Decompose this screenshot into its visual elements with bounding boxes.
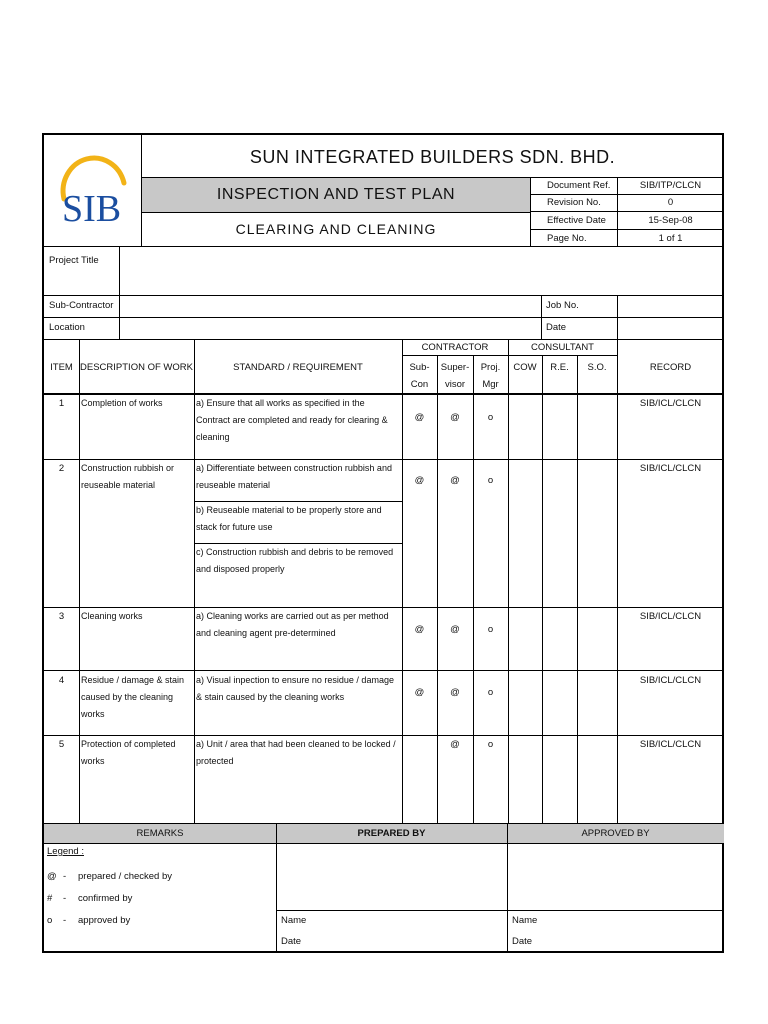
legend-dash-1: - bbox=[63, 871, 67, 882]
row-4-record: SIB/ICL/CLCN bbox=[639, 675, 702, 686]
approved-by-header: APPROVED BY bbox=[581, 828, 650, 839]
plan-subtitle: CLEARING AND CLEANING bbox=[235, 221, 437, 237]
col-cow: COW bbox=[513, 362, 537, 373]
col-sub-con-2: Con bbox=[410, 379, 429, 390]
row-3-item: 3 bbox=[58, 611, 65, 622]
row-1-standard: a) Ensure that all works as specified in the Contract are completed and ready for clearing & cleaning bbox=[196, 398, 388, 442]
itp-form bbox=[42, 133, 724, 953]
row-3-record: SIB/ICL/CLCN bbox=[639, 611, 702, 622]
row-2-item: 2 bbox=[58, 463, 65, 474]
row-3-proj-mgr: o bbox=[487, 624, 494, 635]
project-title-label: Project Title bbox=[49, 255, 99, 266]
col-proj-mgr-1: Proj. bbox=[480, 362, 501, 373]
row-5-supervisor: @ bbox=[450, 739, 460, 750]
approved-date-label: Date bbox=[512, 936, 533, 947]
col-description: DESCRIPTION OF WORK bbox=[80, 362, 193, 373]
doc-ref-value: SIB/ITP/CLCN bbox=[639, 180, 702, 191]
row-4-proj-mgr: o bbox=[487, 687, 494, 698]
legend-meaning-2: confirmed by bbox=[78, 893, 133, 904]
prepared-date-label: Date bbox=[281, 936, 302, 947]
row-3-standard: a) Cleaning works are carried out as per method and cleaning agent pre-determined bbox=[196, 611, 389, 638]
row-1-description: Completion of works bbox=[81, 398, 163, 408]
job-no-label: Job No. bbox=[546, 300, 579, 311]
row-2-supervisor: @ bbox=[450, 475, 460, 486]
legend-title: Legend : bbox=[47, 846, 84, 857]
col-item: ITEM bbox=[50, 362, 73, 373]
row-2-proj-mgr: o bbox=[487, 475, 494, 486]
company-logo bbox=[52, 149, 132, 231]
revision-value: 0 bbox=[667, 197, 674, 208]
document-title: INSPECTION AND TEST PLAN bbox=[216, 186, 456, 203]
legend-symbol-2: # bbox=[47, 893, 53, 904]
legend-symbol-1: @ bbox=[47, 871, 57, 882]
row-2-record: SIB/ICL/CLCN bbox=[639, 463, 702, 474]
row-5-standard: a) Unit / area that had been cleaned to be locked / protected bbox=[196, 739, 396, 766]
col-consultant: CONSULTANT bbox=[531, 342, 594, 353]
date-label: Date bbox=[546, 322, 567, 333]
revision-label: Revision No. bbox=[547, 197, 601, 208]
prepared-by-header: PREPARED BY bbox=[357, 828, 426, 839]
row-3-description: Cleaning works bbox=[81, 611, 143, 621]
prepared-name-label: Name bbox=[281, 915, 307, 926]
row-4-supervisor: @ bbox=[450, 687, 460, 698]
row-5-proj-mgr: o bbox=[487, 739, 494, 750]
row-2-description: Construction rubbish or reuseable material bbox=[81, 463, 175, 490]
doc-ref-label: Document Ref. bbox=[547, 180, 611, 191]
col-supervisor-1: Super- bbox=[440, 362, 470, 373]
page-no-value: 1 of 1 bbox=[658, 233, 683, 244]
row-5-description: Protection of completed works bbox=[81, 739, 176, 766]
col-supervisor-2: visor bbox=[444, 379, 466, 390]
svg-text:SIB: SIB bbox=[62, 188, 122, 230]
row-1-supervisor: @ bbox=[450, 412, 460, 423]
col-so: S.O. bbox=[587, 362, 607, 373]
row-1-sub-con: @ bbox=[414, 412, 425, 423]
legend-dash-3: - bbox=[63, 915, 67, 926]
location-label: Location bbox=[49, 322, 85, 333]
col-standard: STANDARD / REQUIREMENT bbox=[233, 362, 363, 373]
row-1-proj-mgr: o bbox=[487, 412, 494, 423]
row-5-item: 5 bbox=[58, 739, 65, 750]
legend-meaning-1: prepared / checked by bbox=[78, 871, 173, 882]
col-contractor: CONTRACTOR bbox=[421, 342, 489, 353]
row-2-standard-a: a) Differentiate between construction rubbish and reuseable material bbox=[196, 463, 392, 490]
row-2-standard-c: c) Construction rubbish and debris to be removed and disposed properly bbox=[196, 547, 394, 574]
row-5-record: SIB/ICL/CLCN bbox=[639, 739, 702, 750]
effective-date-label: Effective Date bbox=[547, 215, 606, 226]
legend-symbol-3: o bbox=[47, 915, 53, 926]
col-sub-con-1: Sub- bbox=[409, 362, 430, 373]
subcontractor-label: Sub-Contractor bbox=[49, 300, 114, 311]
effective-date-value: 15-Sep-08 bbox=[648, 215, 693, 226]
page-no-label: Page No. bbox=[547, 233, 587, 244]
row-4-sub-con: @ bbox=[414, 687, 425, 698]
row-4-item: 4 bbox=[58, 675, 65, 686]
row-4-description: Residue / damage & stain caused by the cleaning works bbox=[81, 675, 185, 719]
row-2-sub-con: @ bbox=[414, 475, 425, 486]
row-1-item: 1 bbox=[58, 398, 65, 409]
col-record: RECORD bbox=[649, 362, 692, 373]
company-name: SUN INTEGRATED BUILDERS SDN. BHD. bbox=[249, 147, 616, 167]
sib-logo-icon bbox=[52, 149, 132, 231]
col-re: R.E. bbox=[550, 362, 569, 373]
approved-name-label: Name bbox=[512, 915, 538, 926]
row-3-supervisor: @ bbox=[450, 624, 460, 635]
legend-meaning-3: approved by bbox=[78, 915, 131, 926]
col-proj-mgr-2: Mgr bbox=[482, 379, 499, 390]
legend-dash-2: - bbox=[63, 893, 67, 904]
remarks-header: REMARKS bbox=[136, 828, 184, 839]
row-3-sub-con: @ bbox=[414, 624, 425, 635]
row-1-record: SIB/ICL/CLCN bbox=[639, 398, 702, 409]
row-4-standard: a) Visual inpection to ensure no residue / damage & stain caused by the cleaning works bbox=[196, 675, 394, 702]
row-2-standard-b: b) Reuseable material to be properly store and stack for future use bbox=[196, 505, 382, 532]
